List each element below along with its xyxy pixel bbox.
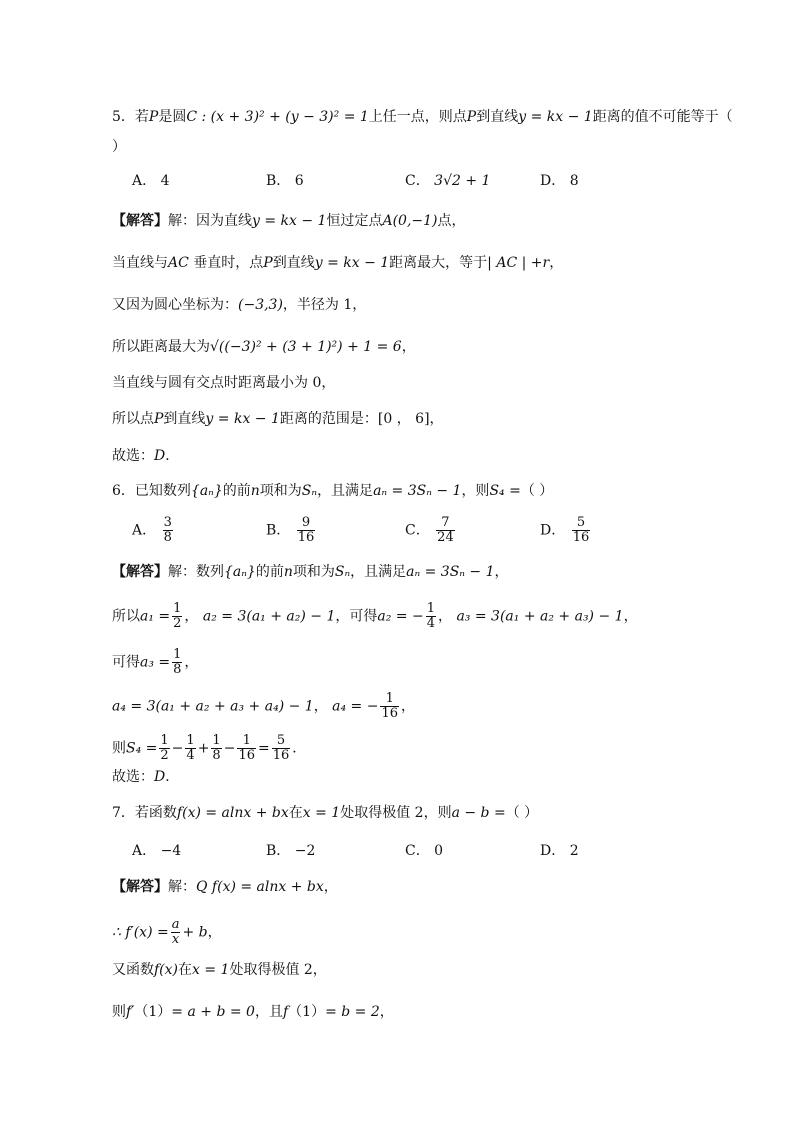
q6-answer-line-6 xyxy=(112,768,179,786)
fraction xyxy=(426,602,436,631)
text: ， xyxy=(401,339,416,355)
numerator: 1 xyxy=(160,733,169,748)
text: 解：因为直线 xyxy=(168,213,252,229)
option-value: −4 xyxy=(160,843,182,859)
q7-answer-line-1 xyxy=(112,878,338,896)
q5-line-eq: y = kx − 1 xyxy=(518,109,593,125)
math: n xyxy=(250,483,260,499)
text: 的前 xyxy=(255,564,284,580)
q7-answer-line-2 xyxy=(112,918,222,947)
numerator: 1 xyxy=(186,733,195,748)
numerator: 7 xyxy=(436,516,455,531)
text: （ ） xyxy=(505,805,539,821)
math: n xyxy=(283,564,293,580)
q6-stem xyxy=(112,482,553,500)
text: 解：数列 xyxy=(168,564,224,580)
q5-option-b xyxy=(266,172,304,190)
math: x = 1 xyxy=(302,805,341,821)
math: = a + b = 0 xyxy=(171,1004,255,1020)
text: ， xyxy=(184,608,199,625)
q6-option-d xyxy=(540,516,592,545)
text: 7．若函数 xyxy=(112,805,177,821)
text: （ ） xyxy=(520,483,554,499)
q6-option-a xyxy=(132,516,175,545)
numerator: a xyxy=(171,917,180,932)
text: ， xyxy=(323,879,338,895)
text: 距离最大，等于 xyxy=(389,255,488,271)
math: y = kx − 1 xyxy=(205,411,280,427)
q5-stem-text: 5．若 xyxy=(112,109,149,125)
math: f xyxy=(282,1004,289,1020)
option-fraction xyxy=(163,516,173,545)
math: A(0,−1) xyxy=(382,213,438,229)
math: ∴ f′(x) = xyxy=(112,924,169,941)
text: 处取得极值 2， xyxy=(229,962,327,978)
q7-option-c xyxy=(405,842,443,860)
fraction xyxy=(272,734,291,763)
option-key: B． xyxy=(266,843,291,859)
option-value: 2 xyxy=(569,843,579,859)
denominator: 16 xyxy=(238,748,255,763)
q5-answer-line-2 xyxy=(112,254,563,272)
option-key: A． xyxy=(132,522,157,539)
q5-stem-text: 距离的值不可能等于（ xyxy=(592,109,733,125)
option-key: A． xyxy=(132,173,157,189)
denominator: 4 xyxy=(426,616,435,631)
text: 所以距离最大为 xyxy=(112,339,210,355)
q5-stem-text: 到直线 xyxy=(476,109,519,125)
option-value: 0 xyxy=(434,843,444,859)
text: 项和为 xyxy=(259,483,302,499)
numerator: 1 xyxy=(426,601,435,616)
denominator: 16 xyxy=(297,530,315,545)
q7-option-a xyxy=(132,842,181,860)
math: Sₙ xyxy=(334,564,351,580)
text: ， xyxy=(313,698,328,715)
q7-stem xyxy=(112,804,538,822)
q5-answer-line-7 xyxy=(112,447,179,465)
math: a₄ = 3(a₁ + a₂ + a₃ + a₄) − 1 xyxy=(112,698,314,715)
numerator: 1 xyxy=(380,692,399,707)
option-key: D． xyxy=(540,843,566,859)
denominator: 2 xyxy=(173,616,182,631)
option-value: 6 xyxy=(294,173,304,189)
text: 项和为 xyxy=(292,564,335,580)
math: a₂ = 3(a₁ + a₂) − 1 xyxy=(202,608,336,625)
option-key: D． xyxy=(540,522,566,539)
fraction xyxy=(237,734,256,763)
math: a₄ = − xyxy=(332,698,379,715)
option-value: 4 xyxy=(160,173,170,189)
q6-answer-line-1 xyxy=(112,563,509,581)
numerator: 5 xyxy=(572,516,591,531)
text: 的前 xyxy=(222,483,251,499)
option-key: C． xyxy=(405,522,430,539)
option-value: 3√2 + 1 xyxy=(434,173,491,189)
math: a₁ = xyxy=(140,608,171,625)
math: S₄ = xyxy=(489,483,521,499)
math: (−3,3) xyxy=(238,297,283,313)
fraction xyxy=(380,692,399,721)
denominator: 8 xyxy=(173,662,182,677)
text: ，且满足 xyxy=(350,564,407,580)
fraction xyxy=(172,602,182,631)
numerator: 1 xyxy=(173,601,182,616)
math: √((−3)² + (3 + 1)²) + 1 = 6 xyxy=(210,339,402,355)
fraction xyxy=(211,734,221,763)
fraction xyxy=(185,734,195,763)
denominator: 24 xyxy=(437,530,454,545)
math: P xyxy=(263,255,273,271)
math: {aₙ} xyxy=(224,564,256,580)
q6-answer-line-3 xyxy=(112,648,198,677)
text: 故选： xyxy=(112,448,154,464)
text: 所以 xyxy=(112,608,140,625)
math: D xyxy=(154,448,166,464)
math: f(x) = alnx + bx xyxy=(176,805,289,821)
math: f′ xyxy=(126,1004,135,1020)
sign: = xyxy=(257,740,270,757)
numerator: 1 xyxy=(173,647,182,662)
option-key: D． xyxy=(540,173,566,189)
text: ， xyxy=(438,608,452,625)
denominator: 8 xyxy=(212,748,221,763)
text: 在 xyxy=(178,962,193,978)
text: 所以点 xyxy=(112,411,154,427)
text: 6．已知数列 xyxy=(112,483,191,499)
text: 又函数 xyxy=(112,962,154,978)
q5-point-p: P xyxy=(148,109,159,125)
text: 故选： xyxy=(112,769,154,785)
text: ， xyxy=(623,608,638,625)
option-key: A． xyxy=(132,843,157,859)
text: 当直线与 xyxy=(112,255,168,271)
q6-answer-line-4 xyxy=(112,692,415,721)
numerator: 3 xyxy=(163,515,172,530)
sign: + xyxy=(197,740,210,757)
text: 垂直时，点 xyxy=(193,255,264,271)
text: ， xyxy=(184,654,199,671)
q5-answer-line-5: 当直线与圆有交点时距离最小为 0， xyxy=(112,375,336,391)
math: f(x) xyxy=(154,962,179,978)
math: aₙ = 3Sₙ − 1 xyxy=(406,564,495,580)
option-fraction xyxy=(436,516,455,545)
math: S₄ = xyxy=(126,740,158,757)
text: ． xyxy=(165,769,180,785)
q6-option-b xyxy=(266,516,317,545)
denominator: 4 xyxy=(186,748,195,763)
text: （1） xyxy=(134,1004,172,1020)
denominator: 8 xyxy=(163,530,172,545)
math: AC xyxy=(168,255,189,271)
fraction xyxy=(172,648,182,677)
q5-stem xyxy=(112,108,733,126)
q7-option-b xyxy=(266,842,315,860)
numerator: 5 xyxy=(272,734,291,749)
option-key: B． xyxy=(266,522,291,539)
q5-answer-line-1 xyxy=(112,212,466,230)
sign: − xyxy=(223,740,236,757)
text: （1） xyxy=(288,1004,326,1020)
q5-stem-text: 上任一点，则点 xyxy=(368,109,467,125)
text: 则 xyxy=(112,740,126,757)
option-key: C． xyxy=(405,173,430,189)
q5-circle-eq: C : (x + 3)² + (y − 3)² = 1 xyxy=(186,109,369,125)
q7-option-d xyxy=(540,842,579,860)
text: 恒过定点 xyxy=(326,213,383,229)
option-key: B． xyxy=(266,173,291,189)
math: a₃ = xyxy=(140,654,171,671)
q5-stem-text: 是圆 xyxy=(158,109,187,125)
option-value: −2 xyxy=(294,843,316,859)
math: y = kx − 1 xyxy=(314,255,390,271)
math: aₙ = 3Sₙ − 1 xyxy=(373,483,462,499)
q5-option-d xyxy=(540,172,579,190)
math: Sₙ xyxy=(301,483,318,499)
text: ． xyxy=(292,740,307,757)
text: 到直线 xyxy=(272,255,315,271)
q5-stem-close: ） xyxy=(112,139,126,155)
math: y = kx − 1 xyxy=(252,213,327,229)
text: ， xyxy=(549,255,564,271)
math: x = 1 xyxy=(192,962,230,978)
q5-answer-line-3 xyxy=(112,296,366,314)
q7-answer-line-4 xyxy=(112,1003,394,1021)
math: Q f(x) = alnx + bx xyxy=(196,879,324,895)
text: ， xyxy=(494,564,509,580)
fraction xyxy=(171,918,181,947)
text: ，半径为 1， xyxy=(282,297,367,313)
math: a − b = xyxy=(451,805,506,821)
text: 解： xyxy=(168,879,196,895)
q7-answer-line-3 xyxy=(112,961,327,979)
denominator: 16 xyxy=(572,530,590,545)
option-fraction xyxy=(297,516,316,545)
text: 距离的范围是：[0 ， 6]， xyxy=(279,411,444,427)
q6-option-c xyxy=(405,516,457,545)
denominator: x xyxy=(171,932,180,947)
text: 处取得极值 2，则 xyxy=(340,805,452,821)
q5-answer-line-4 xyxy=(112,338,416,356)
q5-option-c xyxy=(405,172,490,190)
numerator: 1 xyxy=(212,733,221,748)
answer-tag: 【解答】 xyxy=(112,879,168,895)
text: ， xyxy=(379,1004,394,1020)
text: 点， xyxy=(437,213,466,229)
text: 在 xyxy=(288,805,303,821)
option-value: 8 xyxy=(569,173,579,189)
q6-answer-line-5 xyxy=(112,734,306,763)
text: ，可得 xyxy=(335,608,378,625)
answer-tag: 【解答】 xyxy=(112,564,168,580)
q5-point-p: P xyxy=(466,109,477,125)
fraction xyxy=(159,734,169,763)
option-fraction xyxy=(572,516,591,545)
text: 则 xyxy=(112,1004,126,1020)
q5-option-a xyxy=(132,172,170,190)
option-key: C． xyxy=(405,843,430,859)
math: + b xyxy=(182,924,208,941)
denominator: 16 xyxy=(381,706,399,721)
answer-tag: 【解答】 xyxy=(112,213,168,229)
math: | AC | +r xyxy=(487,255,550,271)
numerator: 1 xyxy=(237,734,256,749)
text: 可得 xyxy=(112,654,140,671)
math: a₂ = − xyxy=(377,608,424,625)
text: 又因为圆心坐标为： xyxy=(112,297,238,313)
text: ，且满足 xyxy=(317,483,374,499)
denominator: 2 xyxy=(160,748,169,763)
sign: − xyxy=(171,740,184,757)
text: ， xyxy=(401,698,416,715)
numerator: 9 xyxy=(297,516,316,531)
denominator: 16 xyxy=(272,748,290,763)
math: P xyxy=(154,411,164,427)
math: {aₙ} xyxy=(190,483,223,499)
text: 到直线 xyxy=(163,411,206,427)
text: ， xyxy=(207,924,222,941)
q5-answer-line-6 xyxy=(112,410,444,428)
math: D xyxy=(154,769,166,785)
text: ，且 xyxy=(254,1004,283,1020)
text: ，则 xyxy=(461,483,490,499)
math: a₃ = 3(a₁ + a₂ + a₃) − 1 xyxy=(456,608,624,625)
text: ． xyxy=(165,448,180,464)
q6-answer-line-2 xyxy=(112,602,638,631)
math: = b = 2 xyxy=(325,1004,380,1020)
